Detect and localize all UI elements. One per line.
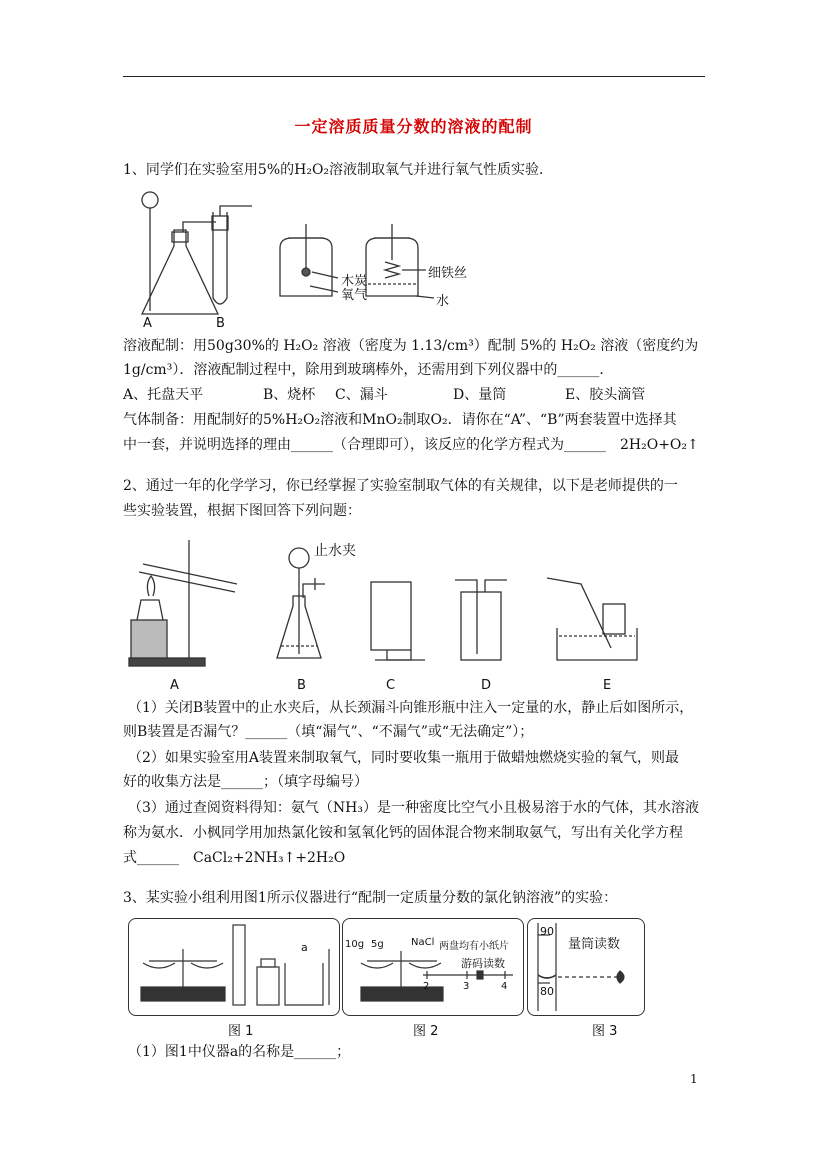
q3-fig3-tick-80: 80 xyxy=(540,985,554,998)
q3-fig2-weight-10g: 10g xyxy=(345,939,365,950)
q3-figure-1 xyxy=(128,918,340,1016)
q1-line3: 气体制备：用配制好的5%H₂O₂溶液和MnO₂制取O₂．请你在“A”、“B”两套装置中选择其 xyxy=(123,412,677,428)
q3-caption-fig2: 图 2 xyxy=(413,1024,439,1039)
q2-sub3-line1: （3）通过查阅资料得知：氨气（NH₃）是一种密度比空气小且极易溶于水的气体，其水溶液 xyxy=(128,800,699,816)
q1-option-b: B、烧杯 xyxy=(263,387,316,403)
q1-callout-oxygen: 氧气 xyxy=(341,288,368,303)
q3-fig2-note: 两盘均有小纸片 xyxy=(439,941,509,952)
q1-option-e: E、胶头滴管 xyxy=(565,387,646,403)
q2-fig-label-e: E xyxy=(603,678,612,693)
q3-fig2-scale-2: 2 xyxy=(423,981,430,992)
page-title: 一定溶质质量分数的溶液的配制 xyxy=(294,117,533,136)
q1-stem: 1、同学们在实验室用5%的H₂O₂溶液制取氧气并进行氧气性质实验． xyxy=(123,162,554,178)
q3-caption-fig1: 图 1 xyxy=(228,1024,254,1039)
q1-line4: 中一套，并说明选择的理由______（合理即可），该反应的化学方程式为______ 2H₂O+O₂↑ xyxy=(123,437,699,453)
q2-fig-label-d: D xyxy=(481,678,492,693)
q2-sub2-line1: （2）如果实验室用A装置来制取氧气，同时要收集一瓶用于做蜡烛燃烧实验的氧气，则最 xyxy=(128,750,680,766)
q1-option-a: A、托盘天平 xyxy=(123,387,204,403)
q2-sub1-line2: 则B装置是否漏气？______（填“漏气”、“不漏气”或“无法确定”）； xyxy=(123,724,534,740)
q1-line2: 1g/cm³）．溶液配制过程中，除用到玻璃棒外，还需用到下列仪器中的______． xyxy=(123,362,614,378)
q3-sub1: （1）图1中仪器a的名称是______； xyxy=(128,1044,351,1060)
q1-apparatus-figure xyxy=(120,186,500,336)
q2-sub1-line1: （1）关闭B装置中的止水夹后，从长颈漏斗向锥形瓶中注入一定量的水，静止后如图所示， xyxy=(128,700,694,716)
q1-option-d: D、量筒 xyxy=(453,387,507,403)
q2-clamp-label: 止水夹 xyxy=(314,543,356,559)
q3-fig2-scale-3: 3 xyxy=(463,981,470,992)
q1-fig-label-a: A xyxy=(143,316,152,331)
q1-callout-water: 水 xyxy=(436,294,450,309)
q3-caption-fig3: 图 3 xyxy=(592,1024,618,1039)
q1-fig-label-b: B xyxy=(216,316,225,331)
q2-fig-label-b: B xyxy=(297,678,306,693)
q3-figure-3 xyxy=(527,918,645,1016)
q2-sub3-line3: 式______ CaCl₂+2NH₃↑+2H₂O xyxy=(123,850,346,866)
q3-fig2-rider-label: 游码读数 xyxy=(461,957,505,970)
q2-sub3-line2: 称为氨水．小枫同学用加热氯化铵和氢氧化钙的固体混合物来制取氨气，写出有关化学方程 xyxy=(123,825,683,841)
q2-fig-label-a: A xyxy=(170,678,179,693)
q2-sub2-line2: 好的收集方法是______；（填字母编号） xyxy=(123,774,368,790)
q2-stem-line1: 2、通过一年的化学学习，你已经掌握了实验室制取气体的有关规律，以下是老师提供的一 xyxy=(123,478,678,494)
q1-callout-charcoal: 木炭 xyxy=(341,274,368,289)
q1-line1: 溶液配制：用50g30%的 H₂O₂ 溶液（密度为 1.13/cm³）配制 5%的 H₂O₂ 溶液（密度约为 xyxy=(123,338,699,354)
q3-fig2-weight-5g: 5g xyxy=(371,939,384,950)
q1-option-c: C、漏斗 xyxy=(335,387,388,403)
q3-stem: 3、某实验小组利用图1所示仪器进行“配制一定质量分数的氯化钠溶液”的实验： xyxy=(123,890,618,906)
q3-fig2-nacl: NaCl xyxy=(411,937,435,948)
header-rule xyxy=(123,76,705,77)
q3-fig1-label-a: a xyxy=(301,941,308,954)
q3-fig2-scale-4: 4 xyxy=(501,981,508,992)
q2-stem-line2: 些实验装置，根据下图回答下列问题： xyxy=(123,503,361,519)
q1-callout-iron-wire: 细铁丝 xyxy=(428,266,468,281)
page-number: 1 xyxy=(690,1072,698,1086)
q1-options xyxy=(123,383,705,407)
q3-fig3-tick-90: 90 xyxy=(540,925,554,938)
q2-fig-label-c: C xyxy=(386,678,396,693)
q3-fig3-label: 量筒读数 xyxy=(568,937,621,952)
q3-figure-2 xyxy=(342,918,524,1016)
q2-apparatus-figure xyxy=(125,536,645,676)
